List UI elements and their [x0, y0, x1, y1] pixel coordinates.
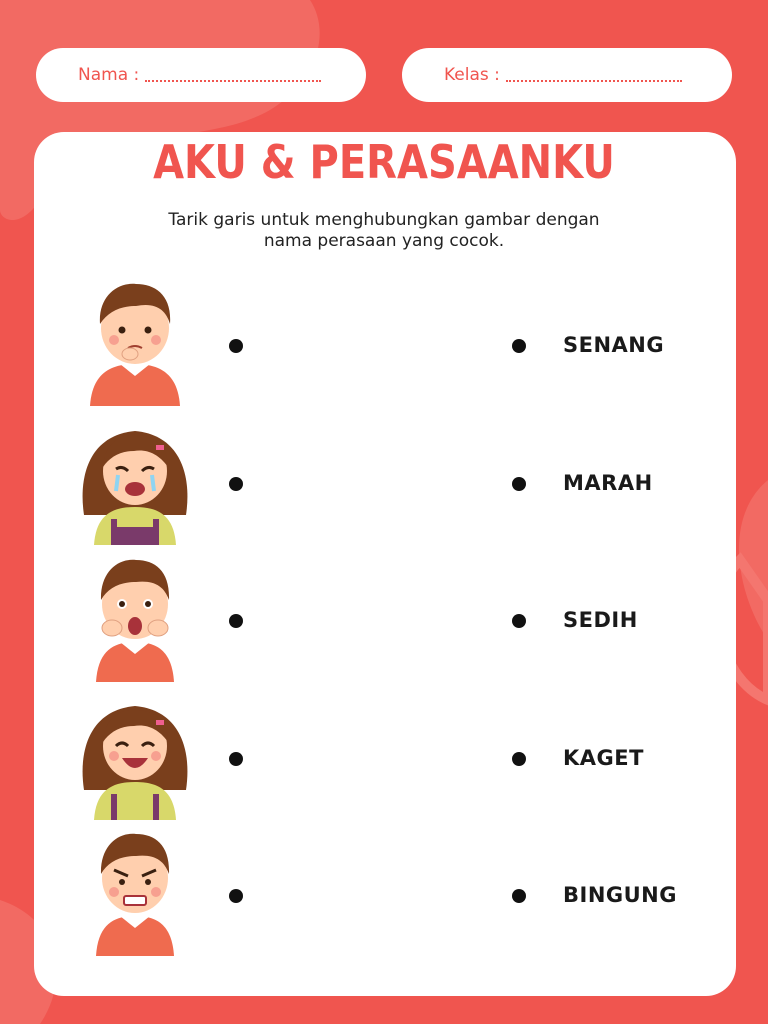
name-dotted-line: [145, 68, 321, 82]
left-dot[interactable]: [229, 614, 243, 628]
shocked-boy-icon: [70, 552, 200, 682]
instruction-line-1: Tarik garis untuk menghubungkan gambar dengan: [168, 210, 600, 230]
class-label: Kelas :: [444, 65, 500, 85]
match-row: [0, 276, 768, 416]
left-dot[interactable]: [229, 477, 243, 491]
right-dot[interactable]: [512, 339, 526, 353]
right-dot[interactable]: [512, 614, 526, 628]
name-field[interactable]: [36, 48, 366, 102]
match-row: [0, 552, 768, 692]
name-label: Nama :: [78, 65, 140, 85]
left-dot[interactable]: [229, 889, 243, 903]
right-dot[interactable]: [512, 752, 526, 766]
emotion-label: BINGUNG: [563, 883, 677, 907]
right-dot[interactable]: [512, 889, 526, 903]
angry-boy-icon: [70, 826, 200, 956]
instruction-line-2: nama perasaan yang cocok.: [263, 231, 505, 251]
class-dotted-line: [506, 68, 682, 82]
match-row: [0, 826, 768, 966]
emotion-label: MARAH: [563, 471, 653, 495]
laughing-girl-icon: [70, 690, 200, 820]
class-field[interactable]: [402, 48, 732, 102]
right-dot[interactable]: [512, 477, 526, 491]
instructions: [0, 210, 768, 252]
emotion-label: SENANG: [563, 333, 665, 357]
left-dot[interactable]: [229, 752, 243, 766]
match-row: [0, 690, 768, 830]
left-dot[interactable]: [229, 339, 243, 353]
worksheet-title: AKU & PERASAANKU: [153, 136, 615, 190]
nervous-boy-icon: [70, 276, 200, 406]
match-row: [0, 415, 768, 555]
emotion-label: SEDIH: [563, 608, 638, 632]
emotion-label: KAGET: [563, 746, 644, 770]
crying-girl-icon: [70, 415, 200, 545]
